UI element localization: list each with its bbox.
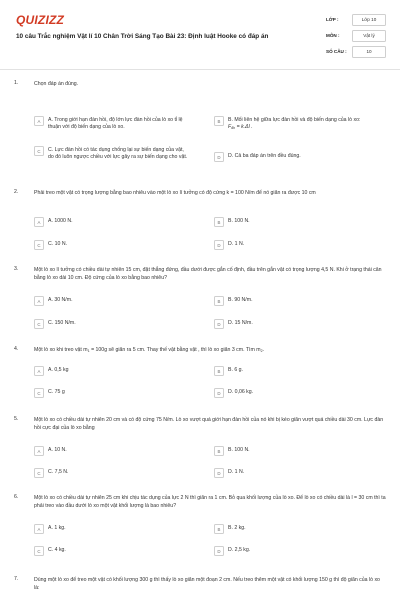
option-letter: C <box>34 240 44 250</box>
option-letter: C <box>34 546 44 556</box>
option-b[interactable] <box>214 217 369 227</box>
option-c[interactable] <box>34 468 189 478</box>
option-letter: C <box>34 146 44 156</box>
option-text: C. 10 N. <box>48 241 68 248</box>
option-letter: A <box>34 366 44 376</box>
option-letter: B <box>214 217 224 227</box>
option-d[interactable] <box>214 152 369 162</box>
option-text: D. 1 N. <box>228 241 245 248</box>
meta-subject-value: Vật lý <box>352 30 386 42</box>
meta-row-count <box>326 45 388 58</box>
option-a[interactable] <box>34 446 189 456</box>
option-text: A. 1 kg. <box>48 525 66 532</box>
option-text: A. 30 N/m. <box>48 297 73 304</box>
option-b[interactable] <box>214 446 369 456</box>
option-letter: D <box>214 152 224 162</box>
option-d[interactable] <box>214 240 369 250</box>
option-text: B. 100 N. <box>228 447 250 454</box>
option-c[interactable] <box>34 146 189 160</box>
option-b[interactable] <box>214 116 369 131</box>
meta-row-subject <box>326 29 388 42</box>
question-number: 2. <box>14 189 19 195</box>
option-letter: B <box>214 116 224 126</box>
option-letter: B <box>214 524 224 534</box>
option-text: D. 1 N. <box>228 469 245 476</box>
option-text: A. 1000 N. <box>48 218 73 225</box>
option-text: C. 7,5 N. <box>48 469 69 476</box>
page-title: 10 câu Trắc nghiệm Vật lí 10 Chân Trời Sáng Tạo Bài 23: Định luật Hooke có đáp án <box>16 33 269 40</box>
option-c[interactable] <box>34 546 189 556</box>
option-letter: A <box>34 524 44 534</box>
question-number: 7. <box>14 576 19 582</box>
page-header <box>0 0 400 70</box>
option-d[interactable] <box>214 546 369 556</box>
option-text: B. 100 N. <box>228 218 250 225</box>
option-text: B. 2 kg. <box>228 525 246 532</box>
quiz-meta <box>326 13 388 61</box>
option-d[interactable] <box>214 468 369 478</box>
option-letter: D <box>214 319 224 329</box>
question-number: 3. <box>14 266 19 272</box>
quizizz-logo: QUIZIZZ <box>16 13 65 27</box>
option-letter: D <box>214 240 224 250</box>
meta-label: MÔN : <box>326 33 340 38</box>
option-text: D. 0,06 kg. <box>228 389 254 396</box>
option-a[interactable] <box>34 116 189 130</box>
option-text: C. 4 kg. <box>48 547 66 554</box>
option-text: D. Cả ba đáp án trên đều đúng. <box>228 153 301 159</box>
question-text: Phải treo một vật có trọng lượng bằng bao nhiêu vào một lò xo lí tưởng có độ cứng k = 100 N/m để nó giãn ra được 10 cm <box>34 190 316 196</box>
meta-label: SỐ CÂU : <box>326 49 347 54</box>
option-b[interactable] <box>214 296 369 306</box>
option-a[interactable] <box>34 366 189 376</box>
option-text: D. 2,5 kg. <box>228 547 251 554</box>
meta-count-value: 10 <box>352 46 386 58</box>
option-a[interactable] <box>34 296 189 306</box>
option-b[interactable] <box>214 524 369 534</box>
option-text: A. 10 N. <box>48 447 67 454</box>
option-text: B. Mối liên hệ giữa lực đàn hồi và độ biến dạng của lò xo: $F_{đh} = k.\Delta l$ . <box>228 117 361 130</box>
header-divider <box>0 69 400 70</box>
option-text: B. 90 N/m. <box>228 297 253 304</box>
option-text: D. 15 N/m. <box>228 320 253 327</box>
option-text: A. 0,5 kg <box>48 367 69 374</box>
question-text: Dùng một lò xo để treo một vật có khối lượng 300 g thì thấy lò xo giãn một đoạn 2 cm. Nếu treo thêm một vật có khối lượng 150 g thì độ giãn của lò xo là: <box>34 577 380 591</box>
option-letter: A <box>34 217 44 227</box>
option-letter: C <box>34 319 44 329</box>
option-text: B. 6 g. <box>228 367 243 374</box>
question-text: Một lò xo lí tưởng có chiều dài tự nhiên 15 cm, đặt thẳng đứng, đầu dưới được gắn cố định, đầu trên gắn vật có trọng lượng 4,5 N. Khi ở trạng thái cân bằng lò xo dài 10 cm. Độ cứng của lò xo bằng bao nhiêu? <box>34 267 382 281</box>
meta-row-grade <box>326 13 388 26</box>
option-c[interactable] <box>34 319 189 329</box>
question-number: 5. <box>14 416 19 422</box>
meta-label: LỚP : <box>326 17 339 22</box>
option-letter: D <box>214 468 224 478</box>
option-a[interactable] <box>34 217 189 227</box>
option-d[interactable] <box>214 319 369 329</box>
question-text: Chọn đáp án đúng. <box>34 81 79 87</box>
option-text: C. Lực đàn hồi có tác dụng chống lại sự biến dạng của vật, do đó luôn ngược chiều với lực gây ra sự biến dạng cho vật. <box>48 147 188 160</box>
option-c[interactable] <box>34 388 189 398</box>
option-text: C. 150 N/m. <box>48 320 76 327</box>
option-letter: B <box>214 366 224 376</box>
option-letter: A <box>34 116 44 126</box>
option-letter: A <box>34 296 44 306</box>
option-text: A. Trong giới hạn đàn hồi, độ lớn lực đàn hồi của lò xo tỉ lệ thuận với độ biến dạng của lò xo. <box>48 117 183 130</box>
question-text: Một lò xo khi treo vật $m_1 = 100g$ sẽ giãn ra 5 cm. Thay thế vật bằng vật , thì lò xo giãn 3 cm. Tìm $m_2$. <box>34 347 265 353</box>
question-text: Một lò xo có chiều dài tự nhiên 25 cm khi chịu tác dụng của lực 2 N thì giãn ra 1 cm. Bỏ qua khối lượng của lò xo. Để lò xo có chiều dài là l = 30 cm thì ta phải treo vào đầu dưới lò xo một vật khối lượng là bao nhiêu? <box>34 495 386 509</box>
question-number: 1. <box>14 80 19 86</box>
option-text: C. 75 g <box>48 389 65 396</box>
option-letter: B <box>214 296 224 306</box>
option-d[interactable] <box>214 388 369 398</box>
option-letter: D <box>214 388 224 398</box>
option-b[interactable] <box>214 366 369 376</box>
question-number: 4. <box>14 346 19 352</box>
question-number: 6. <box>14 494 19 500</box>
option-letter: C <box>34 388 44 398</box>
option-letter: C <box>34 468 44 478</box>
option-c[interactable] <box>34 240 189 250</box>
question-text: Một lò xo có chiều dài tự nhiên 20 cm và có độ cứng 75 N/m. Lò xo vượt quá giới hạn đàn hồi của nó khi bị kéo giãn vượt quá chiều dài 30 cm. Lực đàn hồi cực đại của lò xo bằng <box>34 417 384 431</box>
option-letter: B <box>214 446 224 456</box>
meta-grade-value: Lớp 10 <box>352 14 386 26</box>
option-letter: A <box>34 446 44 456</box>
option-a[interactable] <box>34 524 189 534</box>
option-letter: D <box>214 546 224 556</box>
